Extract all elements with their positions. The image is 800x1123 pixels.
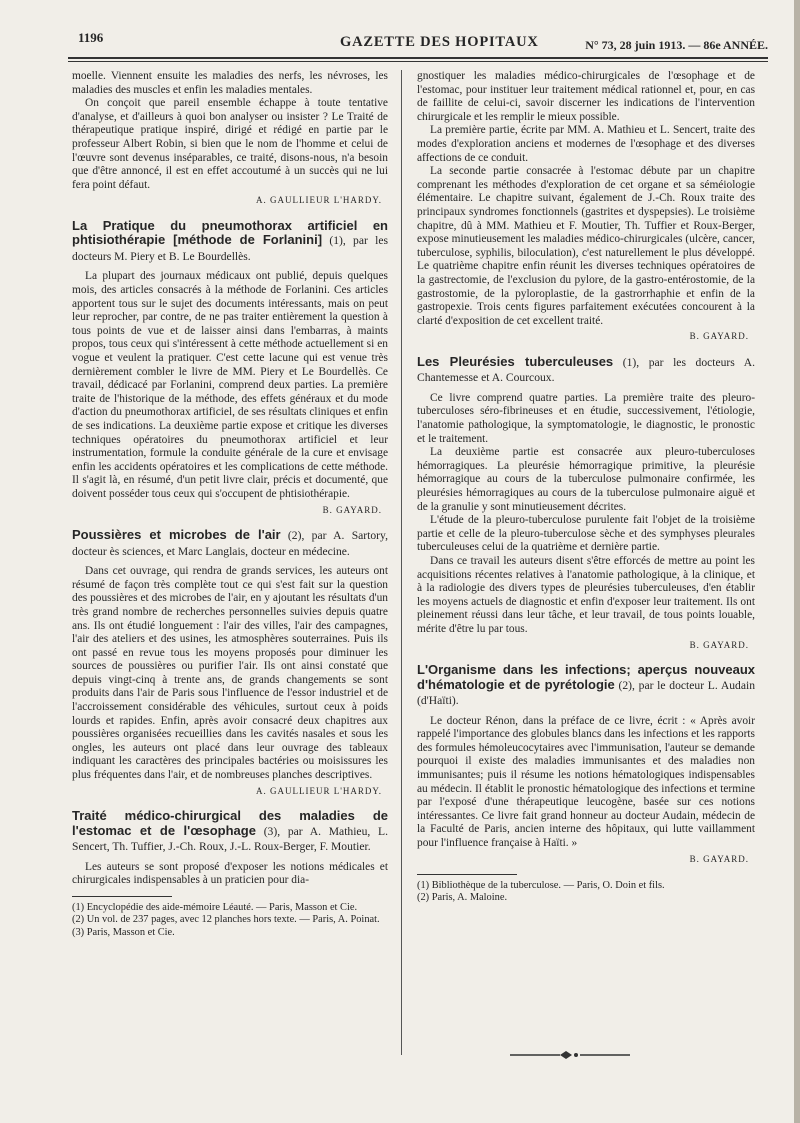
- book-authors: (1), par les docteurs A. Chantemesse et A. Courcoux.: [417, 355, 756, 385]
- left-column: [72, 70, 388, 939]
- review-paragraph: La première partie, écrite par MM. A. Mathieu et L. Sencert, traite des modes d'exploration anciens et modernes de l'œsophage et des diverses affections de ce conduit.: [417, 124, 755, 164]
- review-paragraph: gnostiquer les maladies médico-chirurgicales de l'œsophage et de l'estomac, pour instituer leur traitement médical rationnel et, pour, en cas de faillite de celui-ci, savoir discerner les indications de l'intervention chirurgicale et les remplir le mieux possible.: [417, 70, 755, 123]
- page-number: 1196: [78, 30, 104, 45]
- review-paragraph: Dans cet ouvrage, qui rendra de grands services, les auteurs ont résumé de façon très complète tout ce qui s'est fait sur la question des poussières et des microbes de l'air, en y ajoutant les résultats d'un très grand nombre de recherches personnelles suivies depuis quatre ans. Ils ont étudié longuement : l'air des villes, l'air des campagnes, l'air des ateliers et des usines, les atmosphères souterraines. Puis ils ont passé en revue tous les moyens proposés pour diminuer les sources de poussières ou purifier l'air. Ils ont ainsi constaté que depuis vingt-cinq à trente ans, de grands changements se sont produits dans l'air de Paris sous l'influence de l'essor industriel et de l'accroissement considérable des véhicules, surtout ceux à poids lourds et rapides. Enfin, après avoir consacré deux chapitres aux poussières organisées recueillies dans les cavités nasales et sous les ongles, les auteurs ont placé dans leur ouvrage des tableaux indiquant les caractères des principales bactéries ou moisissures les plus fréquentes dans l'air, et de nombreuses planches descriptives.: [72, 565, 388, 782]
- reviewer-signature: B. GAYARD.: [689, 331, 749, 342]
- reviewer-signature: A. GAULLIEUR L'HARDY.: [256, 195, 382, 206]
- intro-paragraph: On conçoit que pareil ensemble échappe à toute tentative d'analyse, et d'ailleurs à quoi bon analyser ou insister ? Le Traité de thérapeutique pratique inspiré, dirigé et rédigé en partie par le professeur Albert Robin, si bien que le nom de l'homme et celui de l'œuvre sont devenus inséparables, ce traité, disons-nous, n'a besoin que d'être annoncé, il est en effet accoutumé à un succès qui ne lui fera point défaut.: [72, 97, 388, 191]
- review-paragraph: La seconde partie consacrée à l'estomac débute par un chapitre comprenant les méthodes d'exploration de cet organe et sa séméiologie élémentaire. Le chapitre suivant, également de J.-Ch. Roux traite des principaux syndromes fonctionnels (gastrites et dyspepsies). Le troisième chapitre, dû à MM. Mathieu et F. Moutier, Th. Tuffier et Roux-Berger, expose minutieusement les maladies médico-chirurgicales (ulcère, cancer, tuberculose, syphilis, biloculation), c'est naturellement le plus développé. Le quatrième chapitre enfin réunit les diverses techniques opératoires de la gastrectomie, de l'exclusion du pylore, de la gastro-entérostomie, de la gastrostomie, de la pyloroplastie, de la gastrorrhaphie et enfin de la gastropexie. Trois cents figures parfaitement exécutées concourent à la clarté d'exposition de cet excellent traité.: [417, 165, 755, 327]
- reviewer-signature: B. GAYARD.: [689, 639, 749, 650]
- book-authors: (3), par A. Mathieu, L. Sencert, Th. Tuffier, J.-Ch. Roux, J.-L. Roux-Berger, F. Moutier.: [72, 824, 388, 854]
- footnote: (1) Encyclopédie des aide-mémoire Léauté. — Paris, Masson et Cie.: [72, 901, 358, 913]
- book-title: La Pratique du pneumothorax artificiel en phtisiothérapie [méthode de Forlanini]: [72, 217, 388, 248]
- column-divider: [401, 70, 402, 1055]
- footnote: (1) Bibliothèque de la tuberculose. — Paris, O. Doin et fils.: [417, 880, 665, 892]
- right-column: [417, 70, 755, 905]
- intro-paragraph: moelle. Viennent ensuite les maladies des nerfs, les névroses, les maladies des muscles et enfin les maladies mentales.: [72, 70, 388, 96]
- review-paragraph: L'étude de la pleuro-tuberculose purulente fait l'objet de la troisième partie et celle de la pleuro-tuberculose sèche et des symphyses pleurales tuberculeuses celui de la quatrième et dernière partie.: [417, 514, 755, 554]
- header-rule-thin: [68, 61, 768, 62]
- footnote: (2) Paris, A. Maloine.: [417, 892, 508, 904]
- review-paragraph: La deuxième partie est consacrée aux pleuro-tuberculoses hémorragiques. La pleurésie hémorragique primitive, la pleurésie hémorragique au cours de la tuberculose pulmonaire confirmée, les pleurésies hémorragiques au cours de la tuberculose pulmonaire aiguë et de la granulie y sont minutieusement décrites.: [417, 446, 755, 513]
- footnote-rule: [72, 896, 172, 897]
- review-paragraph: Le docteur Rénon, dans la préface de ce livre, écrit : « Après avoir rappelé l'importance des globules blancs dans les infections et les rapports des formules hémoleucocytaires avec l'immunisation, l'auteur se demande pourquoi il existe des maladies immunisantes et des maladies non immunisantes; puis il résume les notions hématologiques indispensables au médecin. Il établit le pronostic hématologique des infections et termine par l'exposé d'une thérapeutique leucogène, basée sur ces notions intéressantes. Ce livre fait grand honneur au docteur Audain, médecin de la Faculté de Paris, ancien interne des hôpitaux, qui lutte vaillamment pour l'influence française à Haïti. »: [417, 714, 755, 849]
- book-title: L'Organisme dans les infections; aperçus nouveaux d'hématologie et de pyrétologie: [417, 662, 755, 692]
- footnote-rule: [417, 874, 517, 875]
- book-title: Traité médico-chirurgical des maladies de l'estomac et de l'œsophage: [72, 808, 388, 838]
- footnote: (3) Paris, Masson et Cie.: [72, 926, 175, 938]
- book-title: Les Pleurésies tuberculeuses: [417, 353, 614, 369]
- book-title: Poussières et microbes de l'air: [72, 527, 281, 543]
- book-authors: (1), par les docteurs M. Piery et B. Le Bourdellès.: [72, 234, 389, 263]
- review-heading: [72, 528, 388, 559]
- review-heading: [72, 809, 388, 855]
- book-authors: (2), par le docteur L. Audain (d'Haïti).: [417, 678, 755, 708]
- review-heading: [417, 355, 755, 386]
- publication-title: GAZETTE DES HOPITAUX: [340, 34, 539, 50]
- footnote: (2) Un vol. de 237 pages, avec 12 planches hors texte. — Paris, A. Poinat.: [72, 914, 380, 926]
- end-ornament: [510, 1050, 630, 1060]
- page-edge: [794, 0, 800, 1123]
- review-paragraph: Les auteurs se sont proposé d'exposer les notions médicales et chirurgicales indispensables à un praticien pour dia-: [72, 860, 388, 887]
- review-paragraph: Ce livre comprend quatre parties. La première traite des pleuro-tuberculoses séro-fibrineuses et en étudie, successivement, l'étiologie, l'anatomie pathologique, la symptomatologie, le diagnostic, le pronostic et le traitement.: [417, 391, 755, 445]
- review-paragraph: Dans ce travail les auteurs disent s'être efforcés de mettre au point les acquisitions récentes relatives à l'anatomie pathologique, à la clinique, et à la radiologie des divers types de pleurésies tuberculeuses, d'en établir les moyens actuels de diagnostic et enfin d'exposer leur traitement. Ils ont pleinement réussi dans leur tâche, et leur travail, de tous points louable, mérite d'être lu par tous.: [417, 555, 755, 635]
- issue-info: N° 73, 28 juin 1913. — 86e ANNÉE.: [585, 38, 768, 52]
- header-rule: [68, 57, 768, 59]
- reviewer-signature: B. GAYARD.: [689, 853, 749, 864]
- page-header: [68, 24, 768, 62]
- review-paragraph: La plupart des journaux médicaux ont publié, depuis quelques mois, des articles consacrés à la méthode de Forlanini. Ces articles apportent tous sur le sujet des documents intéressants, mais on peut leur reprocher, par contre, de ne pas traiter entièrement la question à tous points de vue et de laisser ainsi dans l'embarras, à maints propos, tous ceux qui s'intéressent à cette méthode actuellement si en vogue et veulent la pratiquer. C'est cette lacune qui est venue très dernièrement combler le livre de MM. Piery et Le Bourdellès. Ce travail, dédicacé par Forlanini, comprend deux parties. La première traite de l'historique de la méthode, des effets généraux et du mode d'action du pneumothorax artificiel, de ses résultats cliniques et enfin de ses indications. La deuxième partie expose et critique les diverses techniques opératoires du pneumothorax artificiel et leur instrumentation, formule la conduite générale de la cure et envisage enfin les accidents opératoires et les complications de cette méthode. Il s'agit là, en résumé, d'un petit livre clair, précis et documenté, que doivent posséder tous ceux qui s'occupent de phtisiothérapie.: [72, 270, 388, 500]
- book-authors: (2), par A. Sartory, docteur ès sciences, et Marc Langlais, docteur en médecine.: [72, 529, 388, 558]
- reviewer-signature: A. GAULLIEUR L'HARDY.: [256, 785, 382, 796]
- review-heading: [72, 219, 388, 265]
- review-heading: [417, 663, 755, 709]
- reviewer-signature: B. GAYARD.: [322, 504, 382, 515]
